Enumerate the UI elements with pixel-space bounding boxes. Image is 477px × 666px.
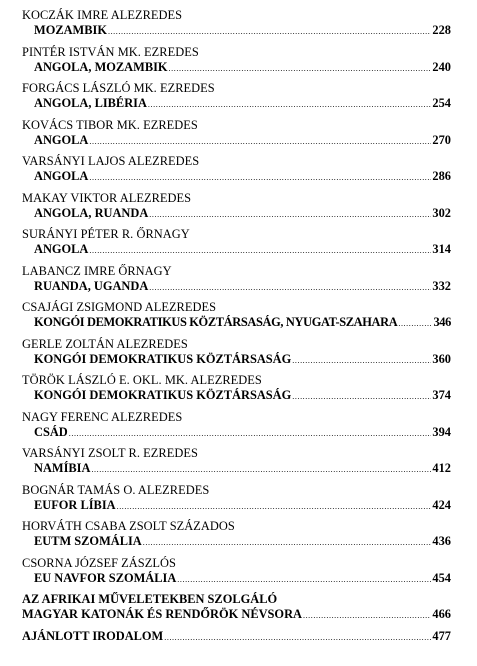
author-name: TÖRÖK LÁSZLÓ E. OKL. MK. ALEZREDES [22, 373, 262, 387]
country-label: ANGOLA, RUANDA [34, 205, 149, 220]
author-name: GERLE ZOLTÁN ALEZREDES [22, 336, 188, 351]
country-label: KONGÓI DEMOKRATIKUS KÖZTÁRSASÁG, NYUGAT-SZAHARA [34, 315, 398, 329]
author-name: FORGÁCS LÁSZLÓ MK. EZREDES [22, 81, 215, 95]
toc-line [20, 498, 451, 513]
dot-leader [169, 61, 432, 76]
dot-leader [89, 243, 431, 258]
author-name: HORVÁTH CSABA ZSOLT SZÁZADOS [22, 519, 235, 533]
author-name: BOGNÁR TAMÁS O. ALEZREDES [22, 482, 210, 497]
toc-line [20, 352, 451, 367]
country-label: ANGOLA [34, 242, 89, 256]
country-label: RUANDA, UGANDA [34, 278, 149, 293]
toc-entry [20, 410, 451, 447]
country-label: EUFOR LÍBIA [34, 497, 116, 512]
country-label: EU NAVFOR SZOMÁLIA [34, 570, 177, 585]
dot-leader [69, 426, 432, 441]
author-name: PINTÉR ISTVÁN MK. EZREDES [22, 44, 199, 59]
country-label: ANGOLA, MOZAMBIK [34, 59, 168, 74]
toc-entry [20, 556, 451, 593]
roster-title-line-1: AZ AFRIKAI MŰVELETEKBEN SZOLGÁLÓ [22, 592, 278, 606]
country-label: EUTM SZOMÁLIA [34, 534, 142, 548]
toc-line [20, 571, 451, 586]
toc-entry [20, 446, 451, 483]
author-name: CSAJÁGI ZSIGMOND ALEZREDES [22, 300, 217, 314]
toc-line [20, 607, 451, 622]
toc-line [20, 206, 451, 221]
toc-line [20, 425, 451, 440]
page-number: 302 [432, 205, 451, 220]
page-number: 286 [432, 169, 451, 183]
author-name: SURÁNYI PÉTER R. ŐRNAGY [22, 227, 190, 241]
dot-leader [149, 280, 431, 295]
dot-leader [292, 389, 431, 404]
country-label: CSÁD [34, 424, 68, 439]
dot-leader [91, 462, 431, 477]
dot-leader [149, 207, 431, 222]
country-label: KONGÓI DEMOKRATIKUS KÖZTÁRSASÁG [34, 388, 292, 402]
page-number: 374 [432, 388, 451, 402]
dot-leader [148, 97, 431, 112]
page-number: 394 [432, 424, 451, 439]
country-label: ANGOLA, LIBÉRIA [34, 96, 147, 110]
dot-leader [164, 630, 431, 645]
toc-entry [20, 373, 451, 410]
toc-entry-literature [20, 629, 451, 653]
dot-leader [89, 134, 431, 149]
toc-line [20, 23, 451, 38]
page-number: 314 [432, 242, 451, 256]
dot-leader [292, 353, 431, 368]
page-number: 454 [432, 570, 451, 585]
toc-entry [20, 191, 451, 228]
dot-leader [108, 24, 431, 39]
page-number: 360 [432, 351, 451, 366]
toc-line [20, 461, 451, 476]
toc-line [20, 242, 451, 257]
toc-entry [20, 483, 451, 520]
dot-leader [398, 316, 432, 331]
toc-line [20, 534, 451, 549]
toc-entry [20, 300, 451, 337]
toc-entry [20, 264, 451, 301]
page-number: 240 [432, 59, 451, 74]
page-number: 424 [432, 497, 451, 512]
page-number: 332 [432, 278, 451, 293]
toc-line [20, 96, 451, 111]
author-name: VARSÁNYI ZSOLT R. EZREDES [22, 446, 198, 460]
author-name: CSORNA JÓZSEF ZÁSZLÓS [22, 555, 176, 570]
dot-leader [177, 572, 431, 587]
toc-entry [20, 45, 451, 82]
dot-leader [117, 499, 432, 514]
dot-leader [303, 608, 431, 623]
toc-line [20, 133, 451, 148]
country-label: NAMÍBIA [34, 461, 91, 475]
author-name: KOCZÁK IMRE ALEZREDES [22, 8, 183, 22]
dot-leader [89, 170, 431, 185]
toc-entry [20, 519, 451, 556]
toc-entry-roster [20, 592, 451, 629]
page-number: 270 [432, 132, 451, 147]
page-number: 346 [433, 315, 451, 329]
toc-line [20, 60, 451, 75]
roster-title-line-2: MAGYAR KATONÁK ÉS RENDŐRÖK NÉVSORA [22, 607, 302, 621]
author-name: NAGY FERENC ALEZREDES [22, 409, 183, 424]
toc-entry [20, 337, 451, 374]
country-label: ANGOLA [34, 132, 89, 147]
author-name: VARSÁNYI LAJOS ALEZREDES [22, 154, 200, 168]
toc-line [20, 169, 451, 184]
page-number: 436 [432, 534, 451, 548]
page-number: 254 [432, 96, 451, 110]
toc-line [20, 279, 451, 294]
page-number: 228 [432, 23, 451, 37]
toc-entry [20, 227, 451, 264]
table-of-contents [20, 8, 451, 653]
toc-entry [20, 8, 451, 45]
toc-entry [20, 118, 451, 155]
dot-leader [143, 535, 432, 550]
toc-line [20, 629, 451, 644]
country-label: MOZAMBIK [34, 23, 107, 37]
country-label: ANGOLA [34, 169, 89, 183]
country-label: KONGÓI DEMOKRATIKUS KÖZTÁRSASÁG [34, 351, 292, 366]
toc-entry [20, 154, 451, 191]
toc-line [20, 315, 451, 330]
page-number: 466 [432, 607, 451, 621]
toc-entry [20, 81, 451, 118]
author-name: LABANCZ IMRE ŐRNAGY [22, 263, 172, 278]
literature-label: AJÁNLOTT IRODALOM [22, 628, 164, 643]
toc-line [20, 388, 451, 403]
page-number: 412 [432, 461, 451, 475]
author-name: MAKAY VIKTOR ALEZREDES [22, 190, 192, 205]
author-name: KOVÁCS TIBOR MK. EZREDES [22, 117, 198, 132]
page-number: 477 [432, 628, 451, 643]
